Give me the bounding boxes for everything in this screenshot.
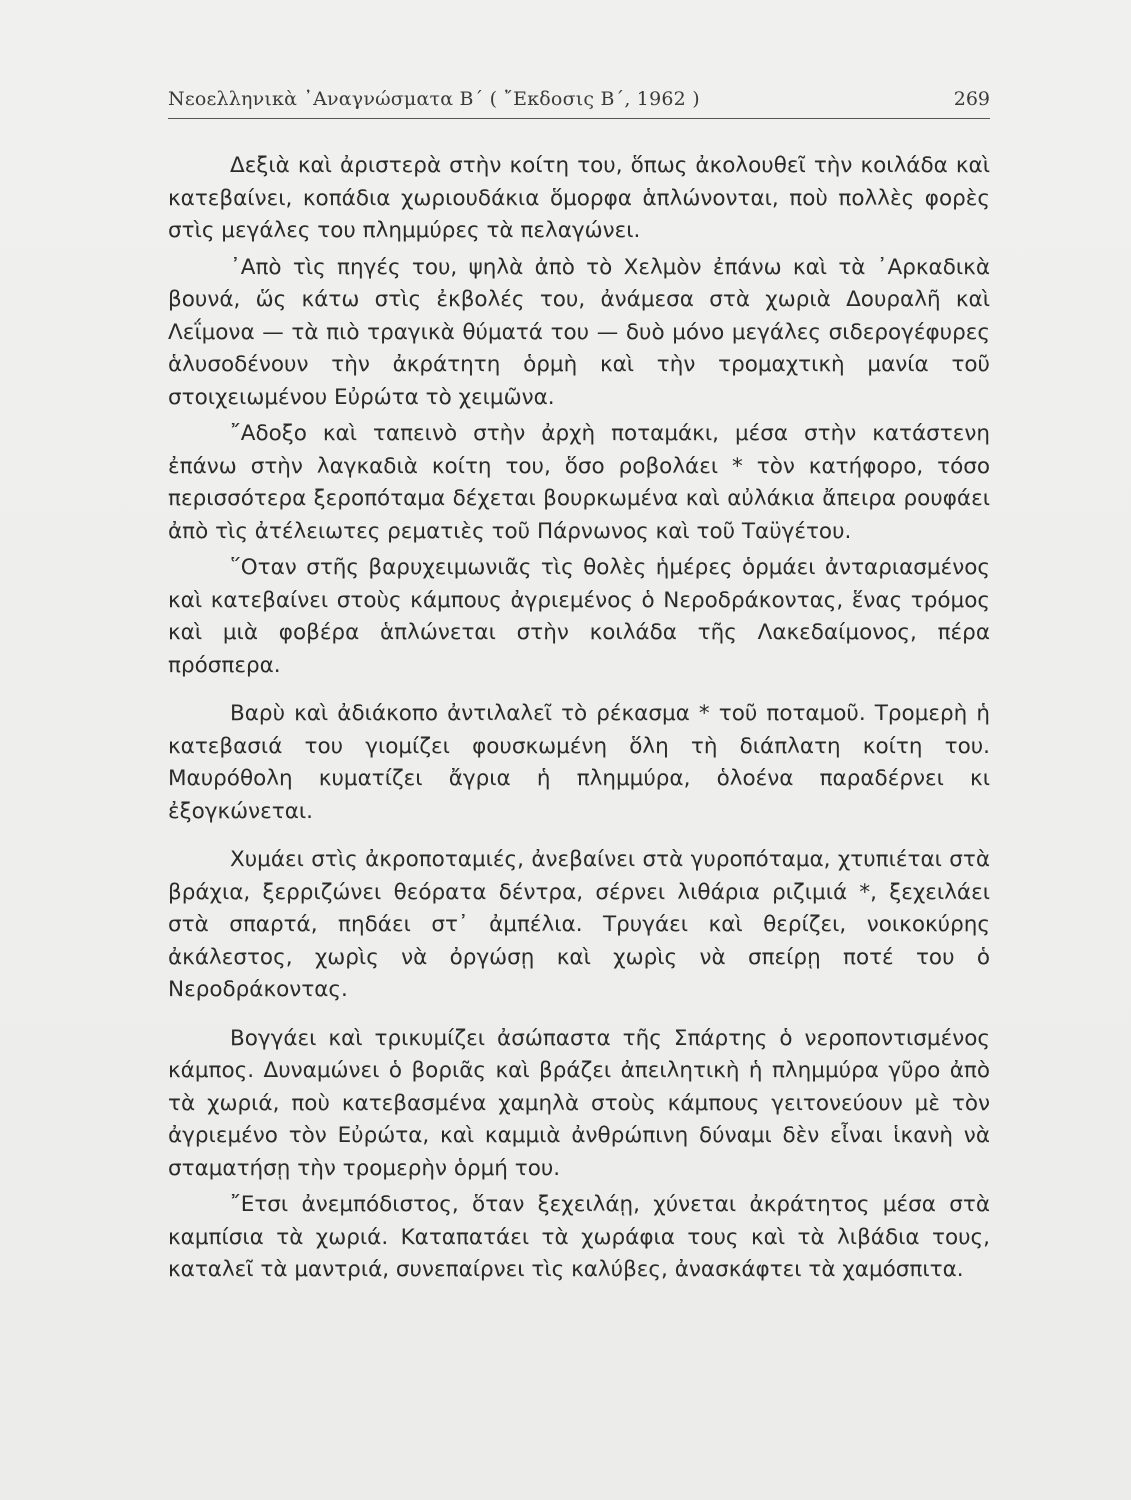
paragraph: ῞Οταν στῆς βαρυχειμωνιᾶς τὶς θολὲς ἡμέρες ὁρμάει ἀνταριασμένος καὶ κατεβαίνει στοὺς κάμπους ἀγριεμένος ὁ Νεροδράκοντας, ἕνας τρόμος καὶ μιὰ φοβέρα ἁπλώνεται στὴν κοιλάδα τῆς Λακεδαίμονος, πέρα πρόσπερα.	[168, 555, 990, 678]
paragraph: ῎Αδοξο καὶ ταπεινὸ στὴν ἀρχὴ ποταμάκι, μέσα στὴν κατάστενη ἐπάνω στὴν λαγκαδιὰ κοίτη του, ὅσο ροβολάει * τὸν κατήφορο, τόσο περισσότερα ξεροπόταμα δέχεται βουρκωμένα καὶ αὐλάκια ἄπειρα ρουφάει ἀπὸ τὶς ἀτέλειωτες ρεματιὲς τοῦ Πάρνωνος καὶ τοῦ Ταϋγέτου.	[168, 421, 990, 544]
paragraph: Βαρὺ καὶ ἀδιάκοπο ἀντιλαλεῖ τὸ ρέκασμα * τοῦ ποταμοῦ. Τρομερὴ ἡ κατεβασιά του γιομίζει φουσκωμένη ὅλη τὴ διάπλατη κοίτη του. Μαυρόθολη κυματίζει ἄγρια ἡ πλημμύρα, ὁλοένα παραδέρνει κι ἐξογκώνεται.	[168, 701, 990, 824]
paragraph: Χυμάει στὶς ἀκροποταμιές, ἀνεβαίνει στὰ γυροπόταμα, χτυπιέται στὰ βράχια, ξερριζώνει θεόρατα δέντρα, σέρνει λιθάρια ριζιμιά *, ξεχειλάει στὰ σπαρτά, πηδάει στ᾿ ἀμπέλια. Τρυγάει καὶ θερίζει, νοικοκύρης ἀκάλεστος, χωρὶς νὰ ὀργώσῃ καὶ χωρὶς νὰ σπείρῃ ποτέ του ὁ Νεροδράκοντας.	[168, 847, 990, 1002]
paragraph: Δεξιὰ καὶ ἀριστερὰ στὴν κοίτη του, ὅπως ἀκολουθεῖ τὴν κοιλάδα καὶ κατεβαίνει, κοπάδια χωριουδάκια ὅμορφα ἁπλώνονται, ποὺ πολλὲς φορὲς στὶς μεγάλες του πλημμύρες τὰ πελαγώνει.	[168, 153, 990, 243]
paragraph: Βογγάει καὶ τρικυμίζει ἀσώπαστα τῆς Σπάρτης ὁ νεροποντισμένος κάμπος. Δυναμώνει ὁ βοριᾶς καὶ βράζει ἀπειλητικὴ ἡ πλημμύρα γῦρο ἀπὸ τὰ χωριά, ποὺ κατεβασμένα χαμηλὰ στοὺς κάμπους γειτονεύουν μὲ τὸν ἀγριεμένο τὸν Εὐρώτα, καὶ καμμιὰ ἀνθρώπινη δύναμι δὲν εἶναι ἱκανὴ νὰ σταματήσῃ τὴν τρομερὴν ὁρμή του.	[168, 1025, 990, 1181]
page-number: 269	[953, 88, 990, 110]
running-header	[168, 84, 990, 119]
paragraph: ῎Ετσι ἀνεμπόδιστος, ὅταν ξεχειλάῃ, χύνεται ἀκράτητος μέσα στὰ καμπίσια τὰ χωριά. Καταπατάει τὰ χωράφια τους καὶ τὰ λιβάδια τους, καταλεῖ τὰ μαντριά, συνεπαίρνει τὶς καλύβες, ἀνασκάφτει τὰ χαμόσπιτα.	[168, 1192, 990, 1282]
header-title: Νεοελληνικὰ ᾿Αναγνώσματα Β΄ ( ῎Εκδοσις Β΄, 1962 )	[168, 88, 700, 110]
body-text	[168, 150, 990, 1287]
paragraph: ᾿Απὸ τὶς πηγές του, ψηλὰ ἀπὸ τὸ Χελμὸν ἐπάνω καὶ τὰ ᾿Αρκαδικὰ βουνά, ὥς κάτω στὶς ἐκβολές του, ἀνάμεσα στὰ χωριὰ Δουραλῆ καὶ Λεΐμονα — τὰ πιὸ τραγικὰ θύματά του — δυὸ μόνο μεγάλες σιδερογέφυρες ἁλυσοδένουν τὴν ἀκράτητη ὁρμὴ καὶ τὴν τρομαχτικὴ μανία τοῦ στοιχειωμένου Εὐρώτα τὸ χειμῶνα.	[168, 254, 990, 410]
